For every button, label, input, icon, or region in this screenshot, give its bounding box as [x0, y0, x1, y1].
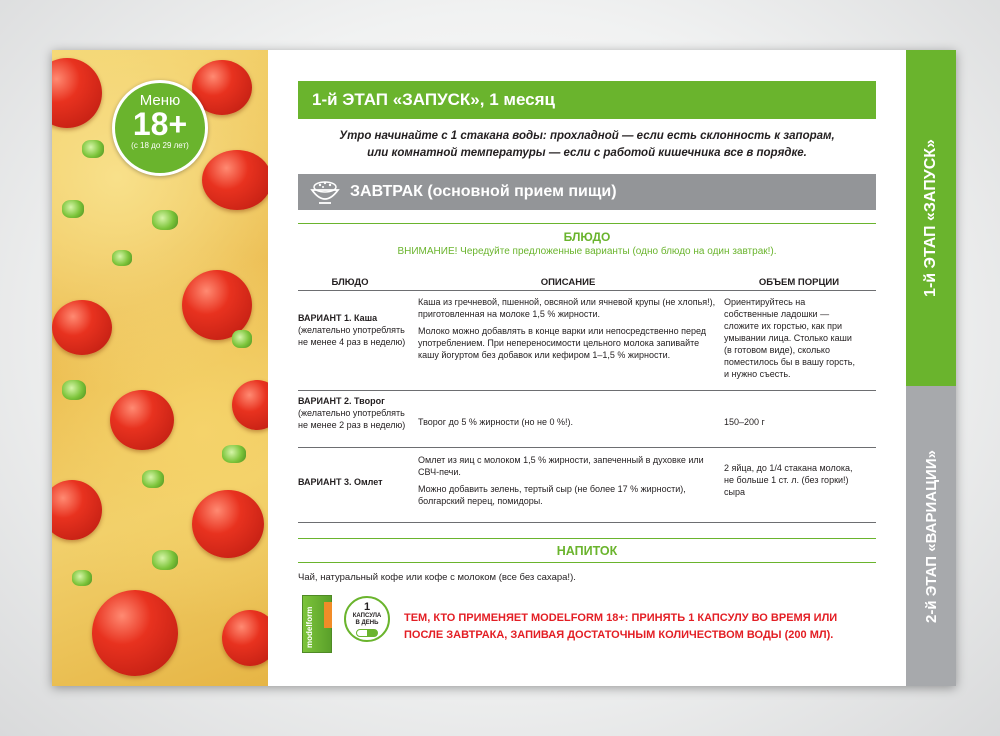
row-1-description-2: Молоко можно добавлять в конце варки или непосредственно перед употреблением. При непереносимости цельного молока запивайте кашу йогуртом без добавок или кефиром 1–1,5 % жирности.	[418, 326, 707, 360]
table-row-line	[298, 390, 876, 391]
divider	[298, 538, 876, 539]
row-1-description	[418, 296, 716, 361]
divider	[298, 562, 876, 563]
drink-title: НАПИТОК	[556, 544, 618, 558]
divider	[298, 223, 876, 224]
bowl-icon	[308, 178, 342, 206]
column-header-portion: ОБЪЕМ ПОРЦИИ	[758, 277, 840, 288]
row-3-description-1: Омлет из яиц с молоком 1,5 % жирности, запеченный в духовке или СВЧ-печи.	[418, 455, 704, 477]
tab-stage-2-label: 2-й ЭТАП «ВАРИАЦИИ»	[922, 449, 940, 623]
modelform-package-image	[302, 595, 332, 653]
breakfast-header-title: ЗАВТРАК (основной прием пищи)	[350, 183, 617, 200]
tab-stage-1-label: 1-й ЭТАП «ЗАПУСК»	[922, 139, 940, 297]
table-header-line	[298, 290, 876, 291]
intro-line-2: или комнатной температуры — если с работой кишечника все в порядке.	[367, 147, 807, 159]
capsule-instruction-line-2: ПОСЛЕ ЗАВТРАКА, ЗАПИВАЯ ДОСТАТОЧНЫМ КОЛИЧЕСТВОМ ВОДЫ (200 МЛ).	[404, 629, 834, 641]
package-brand: modelform	[305, 606, 314, 648]
breakfast-header	[298, 174, 876, 210]
omelette-photo	[52, 50, 268, 686]
dish-title: БЛЮДО	[563, 230, 611, 244]
tab-stage-2[interactable]	[906, 386, 956, 686]
drink-text: Чай, натуральный кофе или кофе с молоком (все без сахара!).	[298, 572, 576, 583]
capsule-instruction-line-1: ТЕМ, КТО ПРИМЕНЯЕТ MODELFORM 18+: ПРИНЯТЬ 1 КАПСУЛУ ВО ВРЕМЯ ИЛИ	[404, 612, 838, 624]
row-2-portion: 150–200 г	[724, 417, 765, 427]
row-3-portion: 2 яйца, до 1/4 стакана молока, не больше 1 ст. л. (без горки!) сыра	[724, 463, 853, 497]
table-bottom-line	[298, 522, 876, 523]
capsule-per-day-label: В ДЕНЬ	[355, 620, 379, 626]
row-1-description-1: Каша из гречневой, пшенной, овсяной или ячневой крупы (не хлопья!), приготовленная на молоке 1,5 % жирности.	[418, 297, 716, 319]
row-3-description	[418, 454, 716, 507]
stage-header-title: 1-й ЭТАП «ЗАПУСК», 1 месяц	[312, 90, 556, 109]
stage-header	[298, 81, 876, 119]
dish-note: ВНИМАНИЕ! Чередуйте предложенные варианты (одно блюдо на один завтрак!).	[397, 246, 777, 257]
row-1-dish	[298, 312, 408, 348]
row-1-dish-name: ВАРИАНТ 1. Каша	[298, 313, 378, 323]
intro-line-1: Утро начинайте с 1 стакана воды: прохладной — если есть склонность к запорам,	[339, 130, 835, 142]
row-2-dish-note: (желательно употреблять не менее 2 раз в неделю)	[298, 408, 406, 430]
row-3-dish-name: ВАРИАНТ 3. Омлет	[298, 477, 383, 487]
column-header-dish: БЛЮДО	[331, 277, 369, 288]
row-3-description-2: Можно добавить зелень, тертый сыр (не более 17 % жирности), болгарский перец, помидоры.	[418, 484, 686, 506]
badge-age-range: (с 18 до 29 лет)	[131, 141, 189, 150]
capsule-per-day-badge	[344, 596, 390, 642]
row-2-dish	[298, 395, 408, 431]
row-3-dish	[298, 476, 408, 488]
intro-text	[298, 128, 876, 162]
row-1-dish-note: (желательно употреблять не менее 4 раз в неделю)	[298, 325, 406, 347]
menu-age-badge	[112, 80, 208, 176]
capsule-label: КАПСУЛА	[352, 613, 382, 619]
table-row-line	[298, 447, 876, 448]
capsule-icon	[356, 629, 378, 637]
row-2-description: Творог до 5 % жирности (но не 0 %!).	[418, 417, 573, 427]
row-1-portion: Ориентируйтесь на собственные ладошки — сложите их горстью, как при умывании лица. Столько каши (в готовом виде), сколько поместилось бы в вашу горсть, и нужно съесть.	[724, 297, 855, 379]
capsule-count: 1	[363, 601, 371, 613]
tab-stage-1[interactable]	[906, 50, 956, 386]
package-stripe	[324, 602, 332, 628]
capsule-instruction	[404, 610, 874, 644]
badge-age-label: 18+	[132, 106, 188, 142]
column-header-description: ОПИСАНИЕ	[540, 277, 596, 288]
badge-menu-label: Меню	[139, 92, 181, 109]
row-2-dish-name: ВАРИАНТ 2. Творог	[298, 396, 385, 406]
menu-page	[52, 50, 956, 686]
